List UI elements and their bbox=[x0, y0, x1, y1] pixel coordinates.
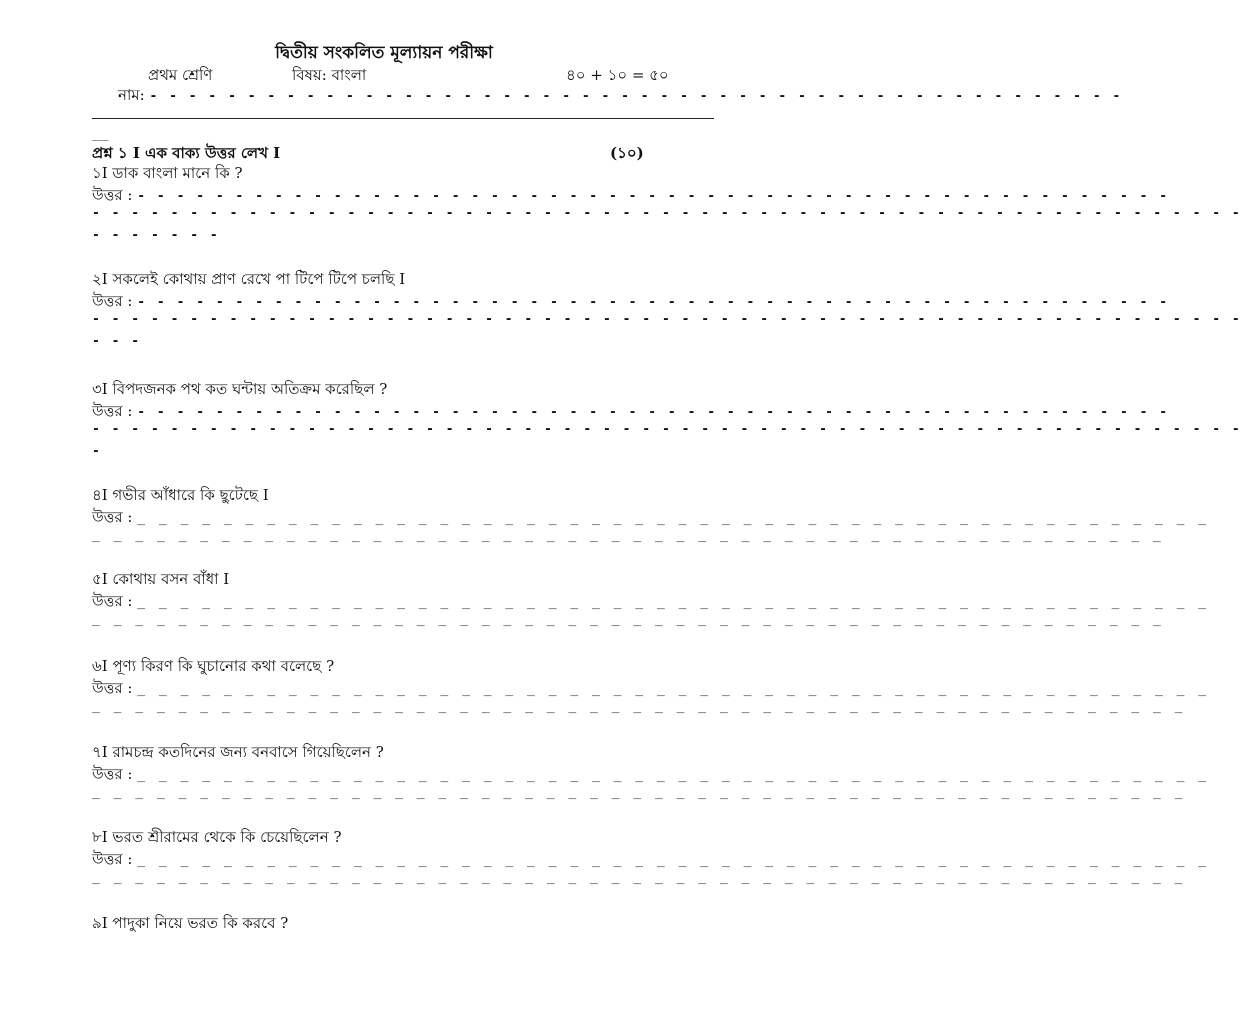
question-text: ৬I পূণ্য কিরণ কি ঘুচানোর কথা বলেছে ? bbox=[92, 657, 335, 675]
question-item bbox=[92, 568, 1210, 634]
answer-label: উত্তর : bbox=[92, 402, 133, 420]
answer-label: উত্তর : bbox=[92, 765, 133, 783]
name-row bbox=[118, 84, 1122, 109]
question-text: ৭I রামচন্দ্র কতদিনের জন্য বনবাসে গিয়েছিলেন ? bbox=[92, 743, 384, 761]
answer-blank: _ _ _ _ _ _ _ _ _ _ _ _ _ _ _ _ _ _ _ _ _ _ _ _ _ _ _ _ _ _ _ _ _ _ _ _ _ _ _ _ _ _ _ _ _ _ _ _ _ _ bbox=[92, 612, 1164, 627]
question-item bbox=[92, 826, 1210, 892]
question-item bbox=[92, 378, 1242, 466]
answer-blank: - - - - - - - - - - - - - - - - - - - - - - - - - - - - - - - - - - - - - - - - - - - - - - - - - - - - - - - - - - - bbox=[92, 206, 1242, 221]
page-title: দ্বিতীয় সংকলিত মূল্যায়ন পরীক্ষা bbox=[275, 43, 493, 63]
subject-label: বিষয়: বাংলা bbox=[292, 66, 367, 84]
answer-label: উত্তর : bbox=[92, 850, 133, 868]
answer-blank: _ _ _ _ _ _ _ _ _ _ _ _ _ _ _ _ _ _ _ _ _ _ _ _ _ _ _ _ _ _ _ _ _ _ _ _ _ _ _ _ _ _ _ _ _ _ _ _ _ _ _ bbox=[92, 785, 1186, 800]
answer-blank: _ _ _ _ _ _ _ _ _ _ _ _ _ _ _ _ _ _ _ _ _ _ _ _ _ _ _ _ _ _ _ _ _ _ _ _ _ _ _ _ _ _ _ _ _ _ _ _ _ _ _ bbox=[92, 870, 1186, 885]
answer-label: উত্তর : bbox=[92, 592, 133, 610]
question-text: ৮I ভরত শ্রীরামের থেকে কি চেয়েছিলেন ? bbox=[92, 828, 342, 846]
answer-blank: - - - bbox=[92, 334, 142, 349]
total-marks: ৪০ + ১০ = ৫০ bbox=[566, 66, 669, 84]
answer-blank: _ _ _ _ _ _ _ _ _ _ _ _ _ _ _ _ _ _ _ _ _ _ _ _ _ _ _ _ _ _ _ _ _ _ _ _ _ _ _ _ _ _ _ _ _ _ _ _ _ _ _ bbox=[92, 699, 1186, 714]
question-text: ৩I বিপদজনক পথ কত ঘন্টায় অতিক্রম করেছিল ? bbox=[92, 380, 388, 398]
header-divider bbox=[92, 118, 714, 119]
question-text: ৫I কোথায় বসন বাঁধা I bbox=[92, 570, 230, 588]
answer-label: উত্তর : bbox=[92, 679, 133, 697]
question-item bbox=[92, 268, 1242, 356]
answer-blank: - - - - - - - - - - - - - - - - - - - - - - - - - - - - - - - - - - - - - - - - - - - - - - - - - - - - - bbox=[137, 189, 1170, 204]
question-item bbox=[92, 655, 1210, 721]
question-item bbox=[92, 741, 1210, 807]
section-heading: প্রশ্ন ১ I এক বাক্য উত্তর লেখ I bbox=[92, 144, 281, 162]
answer-blank: _ _ _ _ _ _ _ _ _ _ _ _ _ _ _ _ _ _ _ _ _ _ _ _ _ _ _ _ _ _ _ _ _ _ _ _ _ _ _ _ _ _ _ _ _ _ _ _ _ _ bbox=[137, 768, 1210, 783]
name-blank: - - - - - - - - - - - - - - - - - - - - - - - - - - - - - - - - - - - - - - - - - - - - - - - - - - bbox=[149, 89, 1123, 104]
section-marks: (১০) bbox=[610, 144, 644, 162]
answer-label: উত্তর : bbox=[92, 186, 133, 204]
divider-mark: ___ bbox=[92, 128, 109, 141]
question-text: ৪I গভীর আঁধারে কি ছুটেছে I bbox=[92, 486, 269, 504]
answer-blank: _ _ _ _ _ _ _ _ _ _ _ _ _ _ _ _ _ _ _ _ _ _ _ _ _ _ _ _ _ _ _ _ _ _ _ _ _ _ _ _ _ _ _ _ _ _ _ _ _ _ bbox=[137, 682, 1210, 697]
answer-blank: - bbox=[92, 444, 102, 459]
class-label: প্রথম শ্রেণি bbox=[148, 66, 213, 84]
answer-blank: _ _ _ _ _ _ _ _ _ _ _ _ _ _ _ _ _ _ _ _ _ _ _ _ _ _ _ _ _ _ _ _ _ _ _ _ _ _ _ _ _ _ _ _ _ _ _ _ _ _ bbox=[137, 595, 1210, 610]
answer-label: উত্তর : bbox=[92, 292, 133, 310]
question-text: ২I সকলেই কোথায় প্রাণ রেখে পা টিপে টিপে চলছি I bbox=[92, 270, 406, 288]
answer-blank: - - - - - - - - - - - - - - - - - - - - - - - - - - - - - - - - - - - - - - - - - - - - - - - - - - - - - bbox=[137, 295, 1170, 310]
answer-blank: _ _ _ _ _ _ _ _ _ _ _ _ _ _ _ _ _ _ _ _ _ _ _ _ _ _ _ _ _ _ _ _ _ _ _ _ _ _ _ _ _ _ _ _ _ _ _ _ _ _ bbox=[92, 528, 1164, 543]
answer-blank: - - - - - - - bbox=[92, 228, 220, 243]
question-item bbox=[92, 484, 1210, 550]
answer-blank: - - - - - - - - - - - - - - - - - - - - - - - - - - - - - - - - - - - - - - - - - - - - - - - - - - - - - - - - - - - bbox=[92, 312, 1242, 327]
answer-blank: - - - - - - - - - - - - - - - - - - - - - - - - - - - - - - - - - - - - - - - - - - - - - - - - - - - - - - - - - - - bbox=[92, 422, 1242, 437]
answer-blank: _ _ _ _ _ _ _ _ _ _ _ _ _ _ _ _ _ _ _ _ _ _ _ _ _ _ _ _ _ _ _ _ _ _ _ _ _ _ _ _ _ _ _ _ _ _ _ _ _ _ bbox=[137, 853, 1210, 868]
answer-blank: - - - - - - - - - - - - - - - - - - - - - - - - - - - - - - - - - - - - - - - - - - - - - - - - - - - - - bbox=[137, 405, 1170, 420]
question-item bbox=[92, 912, 732, 934]
question-text: ৯I পাদুকা নিয়ে ভরত কি করবে ? bbox=[92, 914, 289, 932]
answer-label: উত্তর : bbox=[92, 508, 133, 526]
question-item bbox=[92, 162, 1242, 250]
name-label: নাম: bbox=[118, 86, 145, 104]
answer-blank: _ _ _ _ _ _ _ _ _ _ _ _ _ _ _ _ _ _ _ _ _ _ _ _ _ _ _ _ _ _ _ _ _ _ _ _ _ _ _ _ _ _ _ _ _ _ _ _ _ _ bbox=[137, 511, 1210, 526]
question-text: ১I ডাক বাংলা মানে কি ? bbox=[92, 164, 243, 182]
